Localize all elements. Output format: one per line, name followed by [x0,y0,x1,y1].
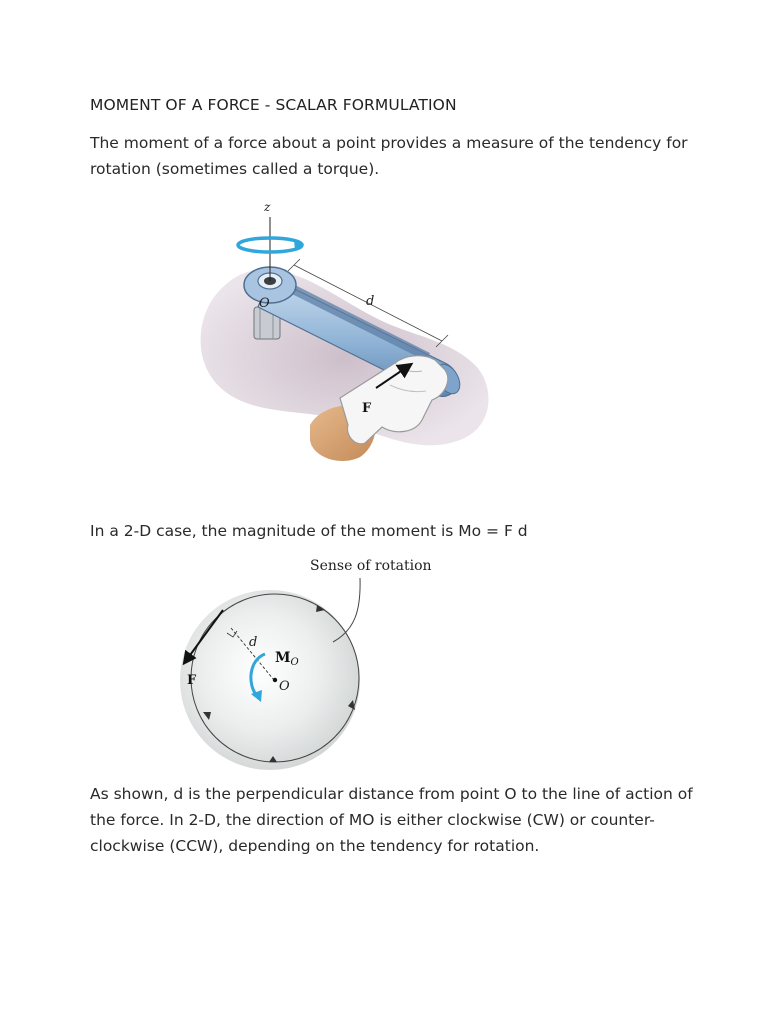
explain-line-2: the force. In 2-D, the direction of MO is either clockwise (CW) or counter- [90,811,655,829]
intro-line-2: rotation (sometimes called a torque). [90,160,380,178]
origin-label: O [259,296,270,311]
point-o-label: O [279,679,290,694]
moment-label-main: M [275,650,291,666]
intro-line-1: The moment of a force about a point provides a measure of the tendency for [90,134,688,152]
explanation-paragraph [90,781,693,859]
wrench-figure [190,195,500,470]
intro-paragraph [90,130,688,182]
z-label: z [264,200,271,214]
distance-label: d [366,294,375,309]
force-label: F [362,401,372,416]
moment-2d-line: In a 2-D case, the magnitude of the moment is Mo = F d [90,522,528,540]
sense-of-rotation-label: Sense of rotation [310,558,432,574]
moment-label-sub: O [290,657,299,668]
explain-line-3: clockwise (CCW), depending on the tendency for rotation. [90,837,540,855]
distance-label-2d: d [249,635,258,650]
moment-2d-text [90,518,528,544]
page-title: MOMENT OF A FORCE - SCALAR FORMULATION [90,96,457,114]
explain-line-1: As shown, d is the perpendicular distance from point O to the line of action of [90,785,693,803]
moment-2d-figure [165,550,440,770]
point-o [273,678,277,682]
force-label-2d: F [187,673,197,688]
